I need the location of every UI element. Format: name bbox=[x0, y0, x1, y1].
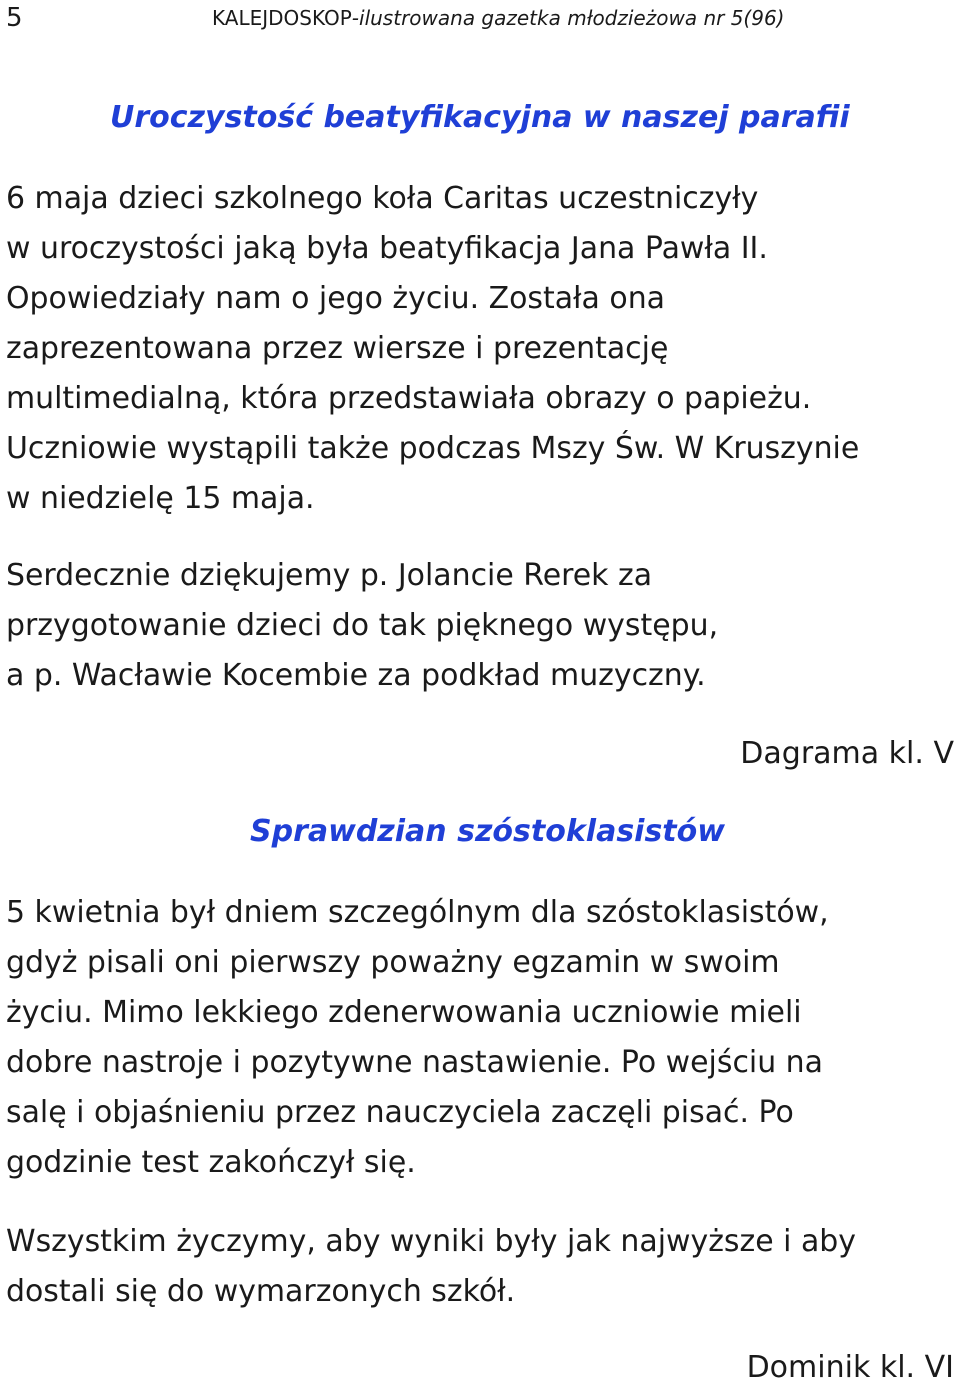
text-line: 6 maja dzieci szkolnego koła Caritas uczestniczyły bbox=[6, 181, 759, 216]
text-line: Opowiedziały nam o jego życiu. Została ona bbox=[6, 281, 666, 316]
text-line: 5 kwietnia był dniem szczególnym dla szóstoklasistów, bbox=[6, 895, 829, 930]
article2-paragraph-2 bbox=[6, 1217, 956, 1317]
page-number: 5 bbox=[6, 3, 23, 33]
article2-paragraph-1 bbox=[6, 888, 956, 1188]
newsletter-subtitle: -ilustrowana gazetka młodzieżowa nr 5(96) bbox=[351, 6, 785, 30]
text-line: a p. Wacławie Kocembie za podkład muzyczny. bbox=[6, 658, 706, 693]
text-line: gdyż pisali oni pierwszy poważny egzamin w swoim bbox=[6, 945, 780, 980]
text-line: przygotowanie dzieci do tak pięknego występu, bbox=[6, 608, 719, 643]
text-line: Serdecznie dziękujemy p. Jolancie Rerek za bbox=[6, 558, 653, 593]
article2-author-signature: Dominik kl. VI bbox=[746, 1350, 954, 1385]
article1-paragraph-2 bbox=[6, 551, 956, 701]
text-line: Wszystkim życzymy, aby wyniki były jak najwyższe i aby bbox=[6, 1224, 857, 1259]
newsletter-title bbox=[212, 6, 784, 30]
text-line: w uroczystości jaką była beatyfikacja Jana Pawła II. bbox=[6, 231, 768, 266]
text-line: dobre nastroje i pozytywne nastawienie. Po wejściu na bbox=[6, 1045, 823, 1080]
text-line: Uczniowie wystąpili także podczas Mszy Św. W Kruszynie bbox=[6, 431, 860, 466]
article-title-beatification: Uroczystość beatyfikacyjna w naszej parafii bbox=[110, 100, 850, 135]
article-title-exam: Sprawdzian szóstoklasistów bbox=[250, 814, 725, 849]
newsletter-name: KALEJDOSKOP bbox=[212, 6, 352, 30]
text-line: salę i objaśnieniu przez nauczyciela zaczęli pisać. Po bbox=[6, 1095, 794, 1130]
text-line: dostali się do wymarzonych szkół. bbox=[6, 1274, 516, 1309]
text-line: godzinie test zakończył się. bbox=[6, 1145, 416, 1180]
text-line: multimedialną, która przedstawiała obrazy o papieżu. bbox=[6, 381, 812, 416]
text-line: zaprezentowana przez wiersze i prezentację bbox=[6, 331, 669, 366]
article1-author-signature: Dagrama kl. V bbox=[740, 736, 954, 771]
text-line: życiu. Mimo lekkiego zdenerwowania uczniowie mieli bbox=[6, 995, 802, 1030]
text-line: w niedzielę 15 maja. bbox=[6, 481, 315, 516]
article1-paragraph-1 bbox=[6, 174, 956, 524]
page-header bbox=[0, 0, 960, 40]
